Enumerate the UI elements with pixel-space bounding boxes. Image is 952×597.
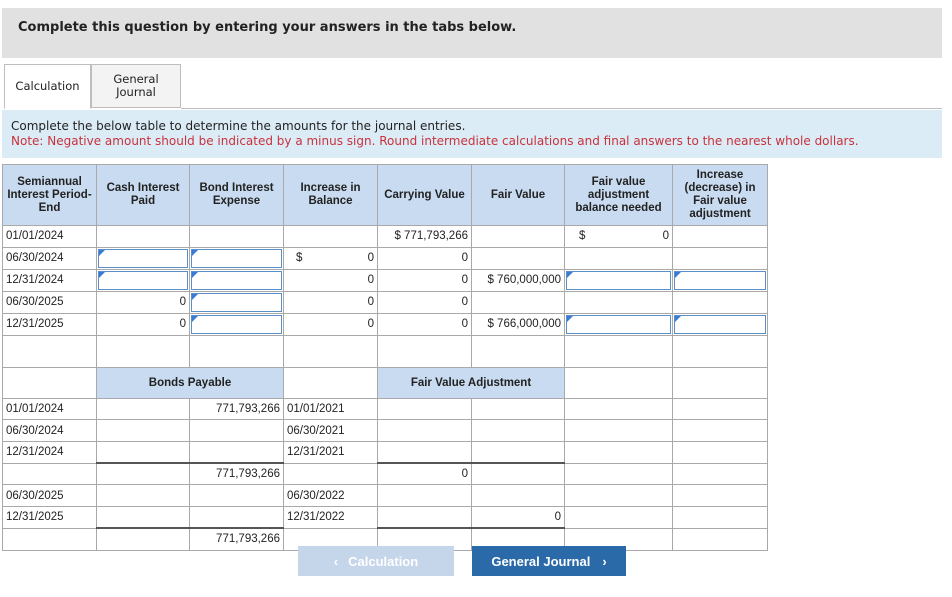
prev-calculation-button[interactable] — [298, 546, 454, 576]
fair-value: $ 766,000,000 — [472, 313, 565, 335]
blank-cell — [565, 367, 673, 398]
next-general-journal-button[interactable] — [472, 546, 626, 576]
bp-debit — [97, 485, 190, 507]
bond-expense-field[interactable] — [191, 271, 282, 290]
increase-value: 0 — [367, 252, 374, 265]
bp-credit — [190, 485, 284, 507]
col-header-increase-balance: Increase in Balance — [284, 165, 378, 226]
bond-expense-input[interactable] — [190, 313, 284, 335]
taccount-title-row — [3, 367, 768, 398]
blank-cell — [673, 420, 768, 442]
fva-debit — [378, 485, 472, 507]
prev-button-label: Calculation — [348, 553, 419, 569]
fair-value-cell — [472, 291, 565, 313]
increase-value: 0 — [284, 313, 378, 335]
carrying-value: $ 771,793,266 — [378, 226, 472, 248]
increase-value: 0 — [284, 291, 378, 313]
chevron-left-icon: ‹ — [333, 553, 339, 569]
instructions-note: Note: Negative amount should be indicated by a minus sign. Round intermediate calculations and final answers to the nearest whole dollars. — [11, 134, 859, 148]
fva-needed-cell — [565, 226, 673, 248]
cash-interest-field[interactable] — [98, 271, 188, 290]
bonds-payable-title: Bonds Payable — [97, 367, 284, 398]
cash-interest-value: 0 — [97, 313, 190, 335]
table-row — [3, 269, 768, 291]
blank-cell — [565, 420, 673, 442]
fva-needed-input[interactable] — [565, 313, 673, 335]
fva-needed-cell — [565, 291, 673, 313]
blank-cell — [673, 367, 768, 398]
fair-value-cell — [472, 247, 565, 269]
fva-title: Fair Value Adjustment — [378, 367, 565, 398]
spacer-cell — [565, 335, 673, 367]
bond-expense-input[interactable] — [190, 291, 284, 313]
spacer-cell — [472, 335, 565, 367]
fair-value-cell — [472, 226, 565, 248]
spacer-cell — [284, 335, 378, 367]
t-date: 01/01/2024 — [3, 398, 97, 420]
taccount-row — [3, 507, 768, 529]
fva-date: 06/30/2021 — [284, 420, 378, 442]
fva-credit — [472, 485, 565, 507]
spacer-row — [3, 335, 768, 367]
taccount-row — [3, 485, 768, 507]
period-date: 06/30/2025 — [3, 291, 97, 313]
chevron-right-icon: › — [602, 553, 607, 569]
bp-debit — [97, 442, 190, 464]
cash-interest-value: 0 — [97, 291, 190, 313]
instructions-panel — [2, 110, 942, 158]
fva-date: 06/30/2022 — [284, 485, 378, 507]
period-date: 12/31/2024 — [3, 269, 97, 291]
carrying-value: 0 — [378, 247, 472, 269]
blank-cell — [673, 507, 768, 529]
blank-cell — [284, 463, 378, 485]
next-button-label: General Journal — [491, 553, 591, 569]
blank-cell — [565, 442, 673, 464]
fva-debit — [378, 507, 472, 529]
col-header-period: Semiannual Interest Period-End — [3, 165, 97, 226]
cash-interest-input[interactable] — [97, 269, 190, 291]
bp-debit — [97, 398, 190, 420]
increase-value: 0 — [284, 269, 378, 291]
spacer-cell — [190, 335, 284, 367]
taccount-row — [3, 442, 768, 464]
fva-change-input[interactable] — [673, 269, 768, 291]
carrying-value: 0 — [378, 269, 472, 291]
table-row — [3, 247, 768, 269]
bp-final-balance: 771,793,266 — [190, 528, 284, 550]
spacer-cell — [673, 335, 768, 367]
col-header-bond-interest-expense: Bond Interest Expense — [190, 165, 284, 226]
fva-date: 01/01/2021 — [284, 398, 378, 420]
taccount-row — [3, 398, 768, 420]
fva-needed-value: 0 — [662, 230, 669, 243]
fva-balance: 0 — [378, 463, 472, 485]
spacer-cell — [97, 335, 190, 367]
taccount-row — [3, 420, 768, 442]
fva-change-field[interactable] — [674, 271, 766, 290]
blank-cell — [284, 367, 378, 398]
fva-debit — [378, 398, 472, 420]
fva-needed-field[interactable] — [566, 271, 671, 290]
blank-cell — [565, 507, 673, 529]
instructions-text: Complete the below table to determine the amounts for the journal entries. — [11, 119, 466, 133]
blank-cell — [565, 485, 673, 507]
period-date: 12/31/2025 — [3, 313, 97, 335]
question-title: Complete this question by entering your answers in the tabs below. — [18, 20, 517, 35]
tab-general-journal-label: General Journal — [113, 72, 159, 99]
blank-cell — [673, 442, 768, 464]
fva-needed-cell — [565, 247, 673, 269]
fva-change-cell — [673, 226, 768, 248]
t-date: 06/30/2024 — [3, 420, 97, 442]
blank-cell — [673, 528, 768, 550]
blank-cell — [3, 528, 97, 550]
fva-change-input[interactable] — [673, 313, 768, 335]
bp-credit — [190, 442, 284, 464]
t-date: 12/31/2025 — [3, 507, 97, 529]
carrying-value: 0 — [378, 313, 472, 335]
bond-expense-cell — [190, 226, 284, 248]
fva-credit — [472, 420, 565, 442]
bond-expense-input[interactable] — [190, 247, 284, 269]
bond-expense-field[interactable] — [191, 315, 282, 334]
tab-divider — [181, 108, 942, 109]
bp-credit — [190, 420, 284, 442]
bp-credit: 771,793,266 — [190, 398, 284, 420]
blank-cell — [673, 398, 768, 420]
carrying-value: 0 — [378, 291, 472, 313]
spacer-cell — [3, 335, 97, 367]
col-header-fair-value: Fair Value — [472, 165, 565, 226]
period-date: 06/30/2024 — [3, 247, 97, 269]
blank-cell — [3, 463, 97, 485]
calculation-table — [2, 164, 768, 551]
bp-debit — [97, 420, 190, 442]
blank-cell — [673, 463, 768, 485]
dollar-sign: $ — [579, 230, 586, 242]
taccount-balance-row — [3, 463, 768, 485]
fva-needed-input[interactable] — [565, 269, 673, 291]
cash-interest-cell — [97, 226, 190, 248]
fva-change-field[interactable] — [674, 315, 766, 334]
cash-interest-field[interactable] — [98, 249, 188, 268]
increase-value-cell — [284, 247, 378, 269]
table-row — [3, 226, 768, 248]
bond-expense-input[interactable] — [190, 269, 284, 291]
t-date: 06/30/2025 — [3, 485, 97, 507]
col-header-carrying-value: Carrying Value — [378, 165, 472, 226]
blank-cell — [565, 463, 673, 485]
tab-general-journal[interactable] — [91, 64, 181, 108]
cash-interest-input[interactable] — [97, 247, 190, 269]
fva-date: 12/31/2021 — [284, 442, 378, 464]
bp-debit — [97, 507, 190, 529]
blank-cell — [565, 398, 673, 420]
t-date: 12/31/2024 — [3, 442, 97, 464]
question-header — [2, 8, 942, 58]
tab-calculation-label: Calculation — [15, 79, 80, 93]
bond-expense-field[interactable] — [191, 293, 282, 312]
period-date: 01/01/2024 — [3, 226, 97, 248]
bp-debit — [97, 463, 190, 485]
fva-change-cell — [673, 291, 768, 313]
fva-balance-2: 0 — [472, 507, 565, 529]
fva-credit — [472, 463, 565, 485]
bp-credit — [190, 507, 284, 529]
fva-credit — [472, 442, 565, 464]
fair-value: $ 760,000,000 — [472, 269, 565, 291]
fva-credit — [472, 398, 565, 420]
col-header-fva-change: Increase (decrease) in Fair value adjustment — [673, 165, 768, 226]
table-row — [3, 313, 768, 335]
fva-date: 12/31/2022 — [284, 507, 378, 529]
bp-debit — [97, 528, 190, 550]
fva-needed-field[interactable] — [566, 315, 671, 334]
increase-cell — [284, 226, 378, 248]
table-header-row — [3, 165, 768, 226]
table-row — [3, 291, 768, 313]
bp-balance: 771,793,266 — [190, 463, 284, 485]
spacer-cell — [378, 335, 472, 367]
blank-cell — [3, 367, 97, 398]
fva-debit — [378, 420, 472, 442]
dollar-sign: $ — [296, 251, 303, 264]
col-header-fva-needed: Fair value adjustment balance needed — [565, 165, 673, 226]
col-header-cash-interest: Cash Interest Paid — [97, 165, 190, 226]
blank-cell — [673, 485, 768, 507]
fva-debit — [378, 442, 472, 464]
bond-expense-field[interactable] — [191, 249, 282, 268]
fva-change-cell — [673, 247, 768, 269]
tab-calculation[interactable] — [4, 64, 91, 109]
